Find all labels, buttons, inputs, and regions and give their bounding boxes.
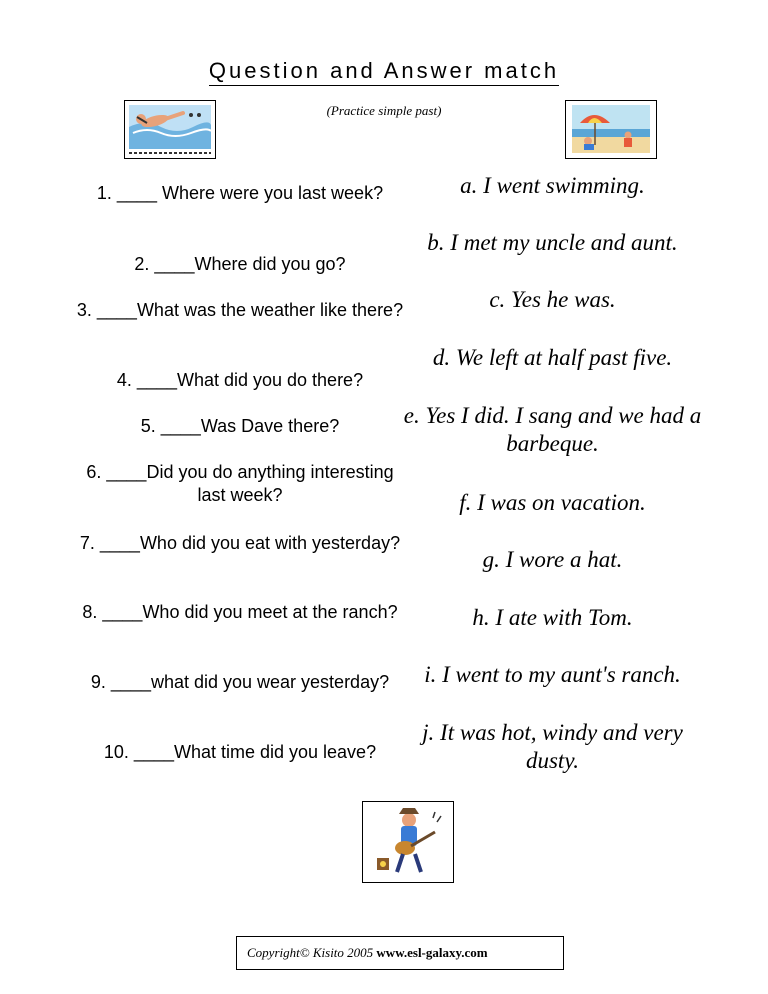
question-item: 6. ____Did you do anything interesting last week? xyxy=(86,462,394,505)
copyright-text: Copyright© Kisito 2005 xyxy=(247,945,374,960)
question-item: 1. ____ Where were you last week? xyxy=(96,183,384,203)
answer-item: e. Yes I did. I sang and we had a barbeque. xyxy=(403,403,702,456)
guitar-player-clipart-icon xyxy=(362,801,454,883)
question-item: 3. ____What was the weather like there? xyxy=(76,300,404,320)
answer-item: j. It was hot, windy and very dusty. xyxy=(422,720,683,773)
question-item: 2. ____Where did you go? xyxy=(134,254,346,274)
answer-item: h. I ate with Tom. xyxy=(472,605,633,630)
question-item: 4. ____What did you do there? xyxy=(116,370,364,390)
answer-item: i. I went to my aunt's ranch. xyxy=(424,662,681,687)
swimmer-clipart-icon xyxy=(124,100,216,159)
site-link[interactable]: www.esl-galaxy.com xyxy=(376,945,488,960)
copyright-box xyxy=(236,936,564,970)
worksheet-subtitle: (Practice simple past) xyxy=(326,103,442,118)
question-item: 8. ____Who did you meet at the ranch? xyxy=(82,602,398,622)
question-item: 5. ____Was Dave there? xyxy=(140,416,340,436)
question-item: 7. ____Who did you eat with yesterday? xyxy=(79,533,401,553)
beach-umbrella-clipart-icon xyxy=(565,100,657,159)
answer-item: d. We left at half past five. xyxy=(432,345,673,370)
worksheet-title: Question and Answer match xyxy=(0,58,768,84)
answer-item: f. I was on vacation. xyxy=(459,490,646,515)
answer-item: c. Yes he was. xyxy=(489,287,616,312)
answer-item: g. I wore a hat. xyxy=(482,547,623,572)
question-item: 9. ____what did you wear yesterday? xyxy=(90,672,390,692)
answer-item: b. I met my uncle and aunt. xyxy=(427,230,678,255)
question-item: 10. ____What time did you leave? xyxy=(103,742,377,762)
answer-item: a. I went swimming. xyxy=(460,173,645,198)
